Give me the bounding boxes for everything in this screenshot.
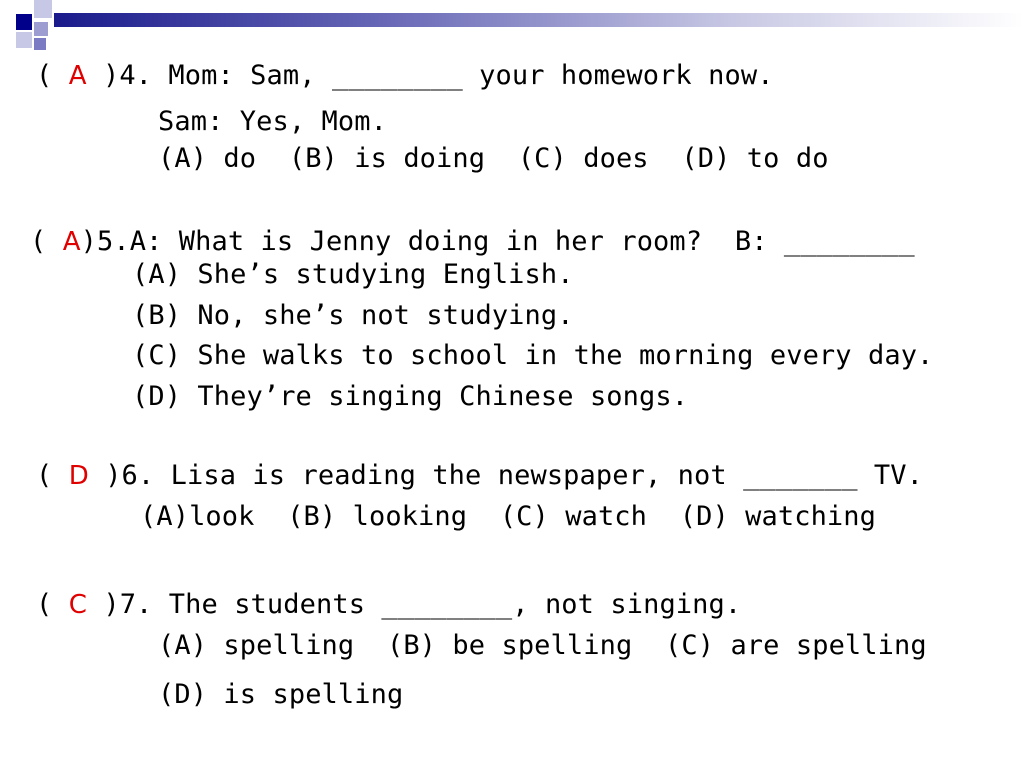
q4-response: Sam: Yes, Mom. [158, 106, 387, 137]
q4-open-paren: ( [36, 60, 53, 91]
q5-answer: A [62, 227, 81, 257]
q5-open-paren: ( [30, 226, 47, 257]
q4-answer: A [68, 61, 87, 91]
q5-option-b: (B) No, she’s not studying. [132, 300, 574, 331]
q4-options: (A) do (B) is doing (C) does (D) to do [158, 143, 829, 174]
question-6-line [36, 460, 923, 492]
q5-option-d: (D) They’re singing Chinese songs. [132, 381, 689, 412]
q6-number: )6. [105, 460, 155, 491]
decor-square [34, 0, 52, 18]
q4-question-text: Mom: Sam, ________ your homework now. [168, 60, 774, 91]
decor-square [34, 22, 48, 36]
q6-options: (A)look (B) looking (C) watch (D) watching [140, 501, 876, 532]
q7-number: )7. [103, 589, 153, 620]
q7-open-paren: ( [36, 589, 53, 620]
q6-question-text: Lisa is reading the newspaper, not _______ TV. [170, 460, 923, 491]
q5-question-text: A: What is Jenny doing in her room? B: ________ [129, 226, 915, 257]
q6-answer: D [68, 461, 89, 491]
q7-options-line-1: (A) spelling (B) be spelling (C) are spelling [158, 630, 927, 661]
decor-square [16, 32, 32, 48]
q7-answer: C [68, 590, 87, 620]
q5-number: )5. [80, 226, 130, 257]
q5-option-c: (C) She walks to school in the morning every day. [132, 340, 934, 371]
q6-open-paren: ( [36, 460, 53, 491]
q4-number: )4. [102, 60, 153, 91]
header-gradient-bar [54, 13, 1024, 27]
question-4-line [36, 60, 774, 92]
q7-question-text: The students ________, not singing. [168, 589, 742, 620]
decor-square [16, 14, 32, 30]
question-7-line [36, 589, 741, 621]
q5-option-a: (A) She’s studying English. [132, 259, 574, 290]
question-5-line [30, 226, 915, 258]
decor-square [34, 38, 46, 50]
q7-options-line-2: (D) is spelling [158, 679, 404, 710]
